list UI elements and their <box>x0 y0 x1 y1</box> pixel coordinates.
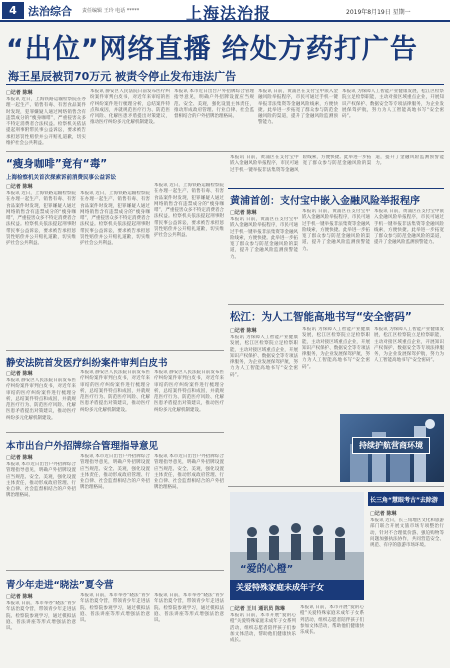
article-text: 本报讯 日前，本市开展“爱的心橙”关爱特殊家庭未成年子女系列活动，组织志愿者陪伴孩子们参加文体活动，帮助他们健康快乐成长。 <box>230 613 296 644</box>
page-number: 4 <box>2 2 24 19</box>
editor-line: 责任编辑 王玲 电话 ***** <box>82 8 140 14</box>
article-text: 本报讯 日前，黄浦区在支付宝中嵌入金融风险举报程序，市民可通过手机一键举报非法集资等金融风险线索，方便快捷。此举进一步拓宽了群众参与防范金融风险的渠道，提升了金融风险监测预警能力。 <box>230 217 298 260</box>
publish-date: 2019年8月19日 星期一 <box>346 9 411 16</box>
article-title: 静安法院首发医疗纠纷案件审判白皮书 <box>6 358 168 369</box>
article-text: 本报讯 本市近日出台户外招牌综合管理指导意见，明确户外招牌设置应当规范、安全、美观，强化设置主体责任，推动形成政府管理、行业自律、社会监督相结合的户外招牌治理格局。 <box>154 454 224 491</box>
lead-col-2: 本报讯 静安区人民法院日前发布医疗纠纷案件审判白皮书，对近年来审结的医疗纠纷案件进行梳理分析，总结案件特点和成因，并就规范医疗行为、防范医疗风险、化解医患矛盾提出对策建议，推动医疗纠纷多元化解机制建设。 <box>90 89 170 126</box>
article-text: 本报讯 日前，本市举办“晓法”青少年法治夏令营，带领青少年走进法院、检察院参观学习，通过模拟法庭、普法讲座等形式增强法治意识。 <box>154 593 224 624</box>
main-subheadline: 海王星辰被罚70万元 被责令停止发布违法广告 <box>8 70 237 83</box>
article-text: 本报讯 为保障人工智能产业健康发展，松江区检察院立足检察职能，主动对接区域重点企业，开展知识产权保护、数据安全等专项法律服务，为企业发展保驾护航，努力为人工智能高地书写“安全密码”。 <box>302 327 370 370</box>
section-title: 法治综合 <box>28 5 72 18</box>
article-text: 本报讯 近日，上海铁路运输检察院在办理一起生产、销售有毒、有害食品案件时发现，犯罪嫌疑人通过网络销售含有违禁成分的“瘦身咖啡”，严重侵害众多不特定消费者合法权益。检察机关依法提起刑事附带民事公益诉讼，要求被告承担惩罚性赔偿并公开赔礼道歉，切实维护社会公共利益。 <box>154 183 224 239</box>
lead-col-4: 本报讯 日前，黄浦区在支付宝中嵌入金融风险举报程序，市民可通过手机一键举报非法集资等金融风险线索，方便快捷。此举进一步拓宽了群众参与防范金融风险的渠道，提升了金融风险监测预警能力。 <box>258 89 338 126</box>
divider <box>228 486 444 487</box>
divider <box>6 350 224 351</box>
article-text: 本报讯 近日，上海铁路运输检察院在办理一起生产、销售有毒、有害食品案件时发现，犯罪嫌疑人通过网络销售含有违禁成分的“瘦身咖啡”，严重侵害众多不特定消费者合法权益。检察机关依法提起刑事附带民事公益诉讼，要求被告承担惩罚性赔偿并公开赔礼道歉，切实维护社会公共利益。 <box>80 191 150 247</box>
article-text: 本报讯 日前，黄浦区在支付宝中嵌入金融风险举报程序，市民可通过手机一键举报非法集资等金融风险线索，方便快捷。此举进一步拓宽了群众参与防范金融风险的渠道，提升了金融风险监测预警能力。 <box>374 209 444 246</box>
article-text: 本报讯 静安区人民法院日前发布医疗纠纷案件审判白皮书，对近年来审结的医疗纠纷案件进行梳理分析，总结案件特点和成因，并就规范医疗行为、防范医疗风险、化解医患矛盾提出对策建议，推动医疗纠纷多元化解机制建设。 <box>154 370 224 413</box>
article-text: 本报讯 近日，上海铁路运输检察院在办理一起生产、销售有毒、有害食品案件时发现，犯罪嫌疑人通过网络销售含有违禁成分的“瘦身咖啡”，严重侵害众多不特定消费者合法权益。检察机关依法提起刑事附带民事公益诉讼，要求被告承担惩罚性赔偿并公开赔礼道歉，切实维护社会公共利益。 <box>6 191 76 247</box>
photo-subcaption: 关爱特殊家庭未成年子女 <box>236 583 324 592</box>
divider <box>6 84 444 85</box>
article-text: 本报讯 静安区人民法院日前发布医疗纠纷案件审判白皮书，对近年来审结的医疗纠纷案件进行梳理分析，总结案件特点和成因，并就规范医疗行为、防范医疗风险、化解医患矛盾提出对策建议，推动医疗纠纷多元化解机制建设。 <box>80 370 150 413</box>
article-text: 本报讯 日前，黄浦区在支付宝中嵌入金融风险举报程序，市民可通过手机一键举报非法集资等金融风险线索，方便快捷。此举进一步拓宽了群众参与防范金融风险的渠道，提升了金融风险监测预警能力。 <box>230 155 444 173</box>
lead-byline: □记者 陈琳 <box>6 90 33 96</box>
article-byline: □记者 陈琳 <box>370 511 397 517</box>
article-byline: □记者 王川 通讯员 陈琳 <box>230 606 285 612</box>
divider <box>6 151 444 152</box>
lead-col-3: 本报讯 本市近日出台户外招牌综合管理指导意见，明确户外招牌设置应当规范、安全、美观，强化设置主体责任，推动形成政府管理、行业自律、社会监督相结合的户外招牌治理格局。 <box>174 89 254 120</box>
article-text: 本报讯 静安区人民法院日前发布医疗纠纷案件审判白皮书，对近年来审结的医疗纠纷案件进行梳理分析，总结案件特点和成因，并就规范医疗行为、防范医疗风险、化解医患矛盾提出对策建议，推动医疗纠纷多元化解机制建设。 <box>6 378 76 421</box>
article-text: 本报讯 本市近日出台户外招牌综合管理指导意见，明确户外招牌设置应当规范、安全、美观，强化设置主体责任，推动形成政府管理、行业自律、社会监督相结合的户外招牌治理格局。 <box>6 462 76 499</box>
article-byline: □记者 陈琳 <box>6 371 33 377</box>
article-text: 本报讯 日前，本市举办“晓法”青少年法治夏令营，带领青少年走进法院、检察院参观学习，通过模拟法庭、普法讲座等形式增强法治意识。 <box>6 601 76 632</box>
photo-caption: “爱的心橙” <box>240 564 294 575</box>
lead-col-5: 本报讯 为保障人工智能产业健康发展，松江区检察院立足检察职能，主动对接区域重点企业，开展知识产权保护、数据安全等专项法律服务，为企业发展保驾护航，努力为人工智能高地书写“安全密码”。 <box>342 89 444 120</box>
article-title: 本市出台户外招牌综合管理指导意见 <box>6 441 159 452</box>
photo-caption: 持续护航营商环境 <box>352 437 430 454</box>
article-title: “瘦身咖啡”竟有“毒” <box>6 158 108 170</box>
lead-col-1: 本报讯 近日，上海铁路运输检察院在办理一起生产、销售有毒、有害食品案件时发现，犯罪嫌疑人通过网络销售含有违禁成分的“瘦身咖啡”，严重侵害众多不特定消费者合法权益。检察机关依法提起刑事附带民事公益诉讼，要求被告承担惩罚性赔偿并公开赔礼道歉，切实维护社会公共利益。 <box>6 97 86 147</box>
article-title: 青少年走进“晓法”夏令营 <box>6 580 114 591</box>
article-byline: □记者 陈琳 <box>6 455 33 461</box>
divider <box>6 432 224 433</box>
article-byline: □记者 陈琳 <box>6 594 33 600</box>
divider <box>6 570 224 571</box>
article-text: 本报讯 近日，长三角地区文化和旅游部门联合开展文旅市场专项整治行动，针对不合理低价游、强迫购物等问题加强执法协作，共同营造安全、规范、有序的旅游市场环境。 <box>370 518 444 549</box>
divider <box>228 188 444 189</box>
article-text: 本报讯 为保障人工智能产业健康发展，松江区检察院立足检察职能，主动对接区域重点企业，开展知识产权保护、数据安全等专项法律服务，为企业发展保驾护航，努力为人工智能高地书写“安全密码”。 <box>230 335 298 378</box>
article-byline: □记者 陈琳 <box>230 210 257 216</box>
article-text: 本报讯 为保障人工智能产业健康发展，松江区检察院立足检察职能，主动对接区域重点企业，开展知识产权保护、数据安全等专项法律服务，为企业发展保驾护航，努力为人工智能高地书写“安全密码”。 <box>374 327 444 364</box>
article-title: 长三角“慧眼考古”去除游 <box>370 497 438 504</box>
article-subtitle: 上海检察机关首次探索诉前消费民事公益诉讼 <box>6 175 117 181</box>
divider <box>228 304 444 305</box>
article-title: 黄浦首创：支付宝中嵌入金融风险举报程序 <box>230 196 420 207</box>
masthead: 上海法治报 <box>186 4 272 23</box>
article-byline: □记者 陈琳 <box>6 184 33 190</box>
main-headline: “出位”网络直播 给处方药打广告 <box>6 34 418 65</box>
article-text: 本报讯 日前，本市举办“晓法”青少年法治夏令营，带领青少年走进法院、检察院参观学习，通过模拟法庭、普法讲座等形式增强法治意识。 <box>80 593 150 624</box>
article-text: 本报讯 日前，黄浦区在支付宝中嵌入金融风险举报程序，市民可通过手机一键举报非法集资等金融风险线索，方便快捷。此举进一步拓宽了群众参与防范金融风险的渠道，提升了金融风险监测预警能力。 <box>302 209 370 252</box>
article-title: 松江：为人工智能高地书写“安全密码” <box>230 311 412 323</box>
article-byline: □记者 陈琳 <box>230 328 257 334</box>
article-text: 本报讯 日前，本市开展“爱的心橙”关爱特殊家庭未成年子女系列活动，组织志愿者陪伴孩子们参加文体活动，帮助他们健康快乐成长。 <box>300 605 364 636</box>
article-text: 本报讯 本市近日出台户外招牌综合管理指导意见，明确户外招牌设置应当规范、安全、美观，强化设置主体责任，推动形成政府管理、行业自律、社会监督相结合的户外招牌治理格局。 <box>80 454 150 491</box>
